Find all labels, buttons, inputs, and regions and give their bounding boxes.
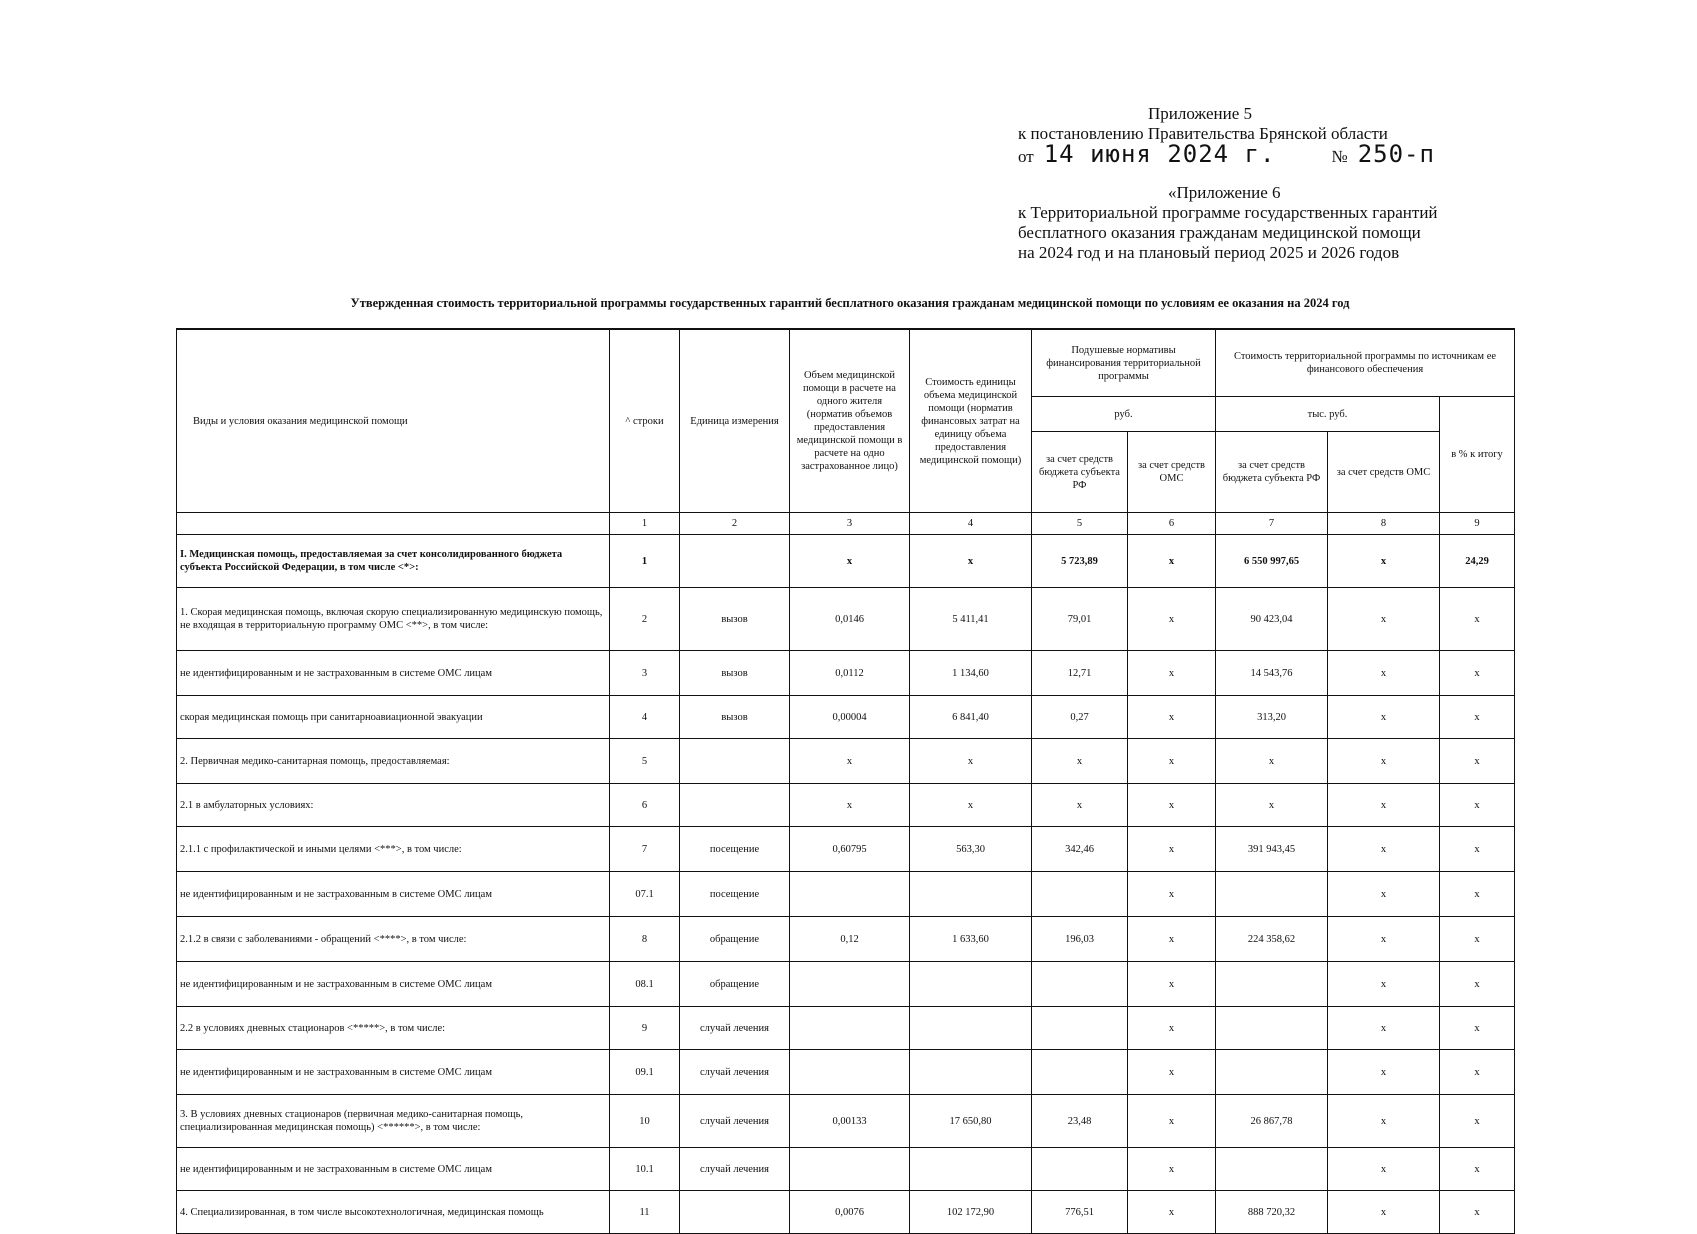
row-cost-budget [1216,962,1328,1007]
resolution-date: 14 июня 2024 г. [1043,140,1276,168]
resolution-label: к постановлению Правительства Брянской области [1018,124,1388,143]
row-volume: x [790,535,910,588]
header-unit: Единица измерения [680,329,790,513]
row-volume [790,1148,910,1191]
row-per-capita-budget: 776,51 [1032,1191,1128,1234]
header-volume: Объем медицинской помощи в расчете на одного жителя (норматив объемов предоставления медицинской помощи в расчете на одно застрахованное лицо) [790,329,910,513]
row-percent: x [1440,696,1515,739]
row-name: 2.1.1 с профилактической и иными целями <***>, в том числе: [177,827,610,872]
row-cost-oms: x [1328,1007,1440,1050]
row-cost-oms: x [1328,696,1440,739]
row-per-capita-oms: x [1128,1050,1216,1095]
column-number: 6 [1128,513,1216,535]
row-name: 1. Скорая медицинская помощь, включая скорую специализированную медицинскую помощь, не входящая в территориальную программу ОМС <**>, в том числе: [177,588,610,651]
row-percent: x [1440,784,1515,827]
row-cost-oms: x [1328,962,1440,1007]
row-cost-budget: 14 543,76 [1216,651,1328,696]
row-cost-oms: x [1328,651,1440,696]
row-name: 2.1 в амбулаторных условиях: [177,784,610,827]
row-unit: обращение [680,917,790,962]
row-per-capita-budget: 342,46 [1032,827,1128,872]
row-unit-cost: 17 650,80 [910,1095,1032,1148]
row-per-capita-oms: x [1128,872,1216,917]
row-number: 7 [610,827,680,872]
row-cost-budget: x [1216,739,1328,784]
row-cost-oms: x [1328,535,1440,588]
row-unit: посещение [680,872,790,917]
row-per-capita-oms: x [1128,651,1216,696]
row-volume [790,1050,910,1095]
appendix6-label: «Приложение 6 [1168,183,1281,202]
row-number: 6 [610,784,680,827]
row-number: 8 [610,917,680,962]
row-volume: 0,12 [790,917,910,962]
row-cost-oms: x [1328,784,1440,827]
row-unit-cost: x [910,739,1032,784]
table-row [177,1148,1515,1191]
row-unit: вызов [680,588,790,651]
row-unit-cost [910,962,1032,1007]
document-title: Утвержденная стоимость территориальной программы государственных гарантий бесплатного оказания гражданам медицинской помощи по условиям ее оказания на 2024 год [350,296,1350,310]
row-per-capita-budget [1032,1148,1128,1191]
number-sign: № [1331,147,1348,166]
row-volume [790,1007,910,1050]
program-line-2: бесплатного оказания гражданам медицинской помощи [1018,223,1421,242]
row-volume: 0,0112 [790,651,910,696]
header-thousand-rub: тыс. руб. [1216,397,1440,432]
row-unit: вызов [680,696,790,739]
row-per-capita-oms: x [1128,1148,1216,1191]
table-row [177,1095,1515,1148]
table-row [177,917,1515,962]
row-per-capita-oms: x [1128,1095,1216,1148]
row-per-capita-oms: x [1128,588,1216,651]
row-number: 4 [610,696,680,739]
row-number: 10.1 [610,1148,680,1191]
column-number: 2 [680,513,790,535]
row-number: 5 [610,739,680,784]
row-cost-budget [1216,872,1328,917]
row-cost-budget: 391 943,45 [1216,827,1328,872]
row-unit-cost: 1 633,60 [910,917,1032,962]
row-cost-budget: 6 550 997,65 [1216,535,1328,588]
row-unit [680,1191,790,1234]
row-volume: 0,0146 [790,588,910,651]
row-percent: x [1440,1148,1515,1191]
column-number-row [177,513,1515,535]
program-line-3: на 2024 год и на плановый период 2025 и 2026 годов [1018,243,1400,262]
row-per-capita-budget: 196,03 [1032,917,1128,962]
row-number: 1 [610,535,680,588]
row-per-capita-oms: x [1128,535,1216,588]
row-unit: случай лечения [680,1095,790,1148]
row-name: скорая медицинская помощь при санитарноавиационной эвакуации [177,696,610,739]
row-number: 07.1 [610,872,680,917]
row-name: 2.1.2 в связи с заболеваниями - обращений <****>, в том числе: [177,917,610,962]
row-per-capita-budget [1032,1050,1128,1095]
row-cost-budget: 224 358,62 [1216,917,1328,962]
row-per-capita-oms: x [1128,784,1216,827]
row-per-capita-budget: x [1032,784,1128,827]
row-cost-oms: x [1328,917,1440,962]
row-unit: случай лечения [680,1050,790,1095]
row-number: 10 [610,1095,680,1148]
header-oms: за счет средств ОМС [1128,432,1216,513]
row-name: 4. Специализированная, в том числе высокотехнологичная, медицинская помощь [177,1191,610,1234]
row-cost-budget [1216,1148,1328,1191]
row-volume: 0,0076 [790,1191,910,1234]
cost-table [176,328,1515,1234]
row-unit-cost: 102 172,90 [910,1191,1032,1234]
row-unit [680,784,790,827]
appendix5-label: Приложение 5 [1148,104,1252,123]
row-volume [790,962,910,1007]
header-per-capita: Подушевые нормативы финансирования территориальной программы [1032,329,1216,397]
row-unit-cost: 563,30 [910,827,1032,872]
row-name: не идентифицированным и не застрахованным в системе ОМС лицам [177,962,610,1007]
row-unit-cost: x [910,784,1032,827]
header-cost: Стоимость единицы объема медицинской помощи (норматив финансовых затрат на единицу объема предоставления медицинской помощи) [910,329,1032,513]
row-cost-budget: 888 720,32 [1216,1191,1328,1234]
header-row-no: ^ строки [610,329,680,513]
row-cost-oms: x [1328,739,1440,784]
row-cost-oms: x [1328,1191,1440,1234]
table-row [177,827,1515,872]
table-row [177,1050,1515,1095]
row-cost-budget [1216,1007,1328,1050]
table-row [177,651,1515,696]
row-number: 9 [610,1007,680,1050]
resolution-number: 250-п [1357,140,1435,168]
column-number: 1 [610,513,680,535]
row-number: 2 [610,588,680,651]
table-body [177,535,1515,1234]
row-cost-oms: x [1328,872,1440,917]
row-number: 3 [610,651,680,696]
row-unit-cost [910,1148,1032,1191]
row-number: 11 [610,1191,680,1234]
row-per-capita-budget [1032,962,1128,1007]
header-budget-rf: за счет средств бюджета субъекта РФ [1032,432,1128,513]
row-percent: x [1440,1050,1515,1095]
row-name: не идентифицированным и не застрахованным в системе ОМС лицам [177,651,610,696]
row-volume [790,872,910,917]
program-line-1: к Территориальной программе государственных гарантий [1018,203,1438,222]
row-name: не идентифицированным и не застрахованным в системе ОМС лицам [177,872,610,917]
column-number [177,513,610,535]
row-name: I. Медицинская помощь, предоставляемая за счет консолидированного бюджета субъекта Российской Федерации, в том числе <*>: [177,535,610,588]
table-row [177,535,1515,588]
header-percent: в % к итогу [1440,397,1515,513]
row-percent: x [1440,827,1515,872]
row-per-capita-oms: x [1128,827,1216,872]
row-unit-cost [910,872,1032,917]
header-budget-rf-7: за счет средств бюджета субъекта РФ [1216,432,1328,513]
row-unit-cost [910,1007,1032,1050]
date-prefix: от [1018,147,1034,166]
row-percent: x [1440,651,1515,696]
row-name: 3. В условиях дневных стационаров (первичная медико-санитарная помощь, специализированная медицинская помощь) <******>, в том числе: [177,1095,610,1148]
row-cost-budget: x [1216,784,1328,827]
row-per-capita-budget: 79,01 [1032,588,1128,651]
row-name: 2. Первичная медико-санитарная помощь, предоставляемая: [177,739,610,784]
row-per-capita-budget [1032,872,1128,917]
row-per-capita-oms: x [1128,1191,1216,1234]
row-unit: обращение [680,962,790,1007]
row-per-capita-oms: x [1128,1007,1216,1050]
row-unit [680,535,790,588]
row-unit-cost: 6 841,40 [910,696,1032,739]
row-per-capita-budget: 12,71 [1032,651,1128,696]
column-number: 9 [1440,513,1515,535]
row-per-capita-oms: x [1128,739,1216,784]
column-number: 8 [1328,513,1440,535]
row-unit: случай лечения [680,1007,790,1050]
row-volume: x [790,739,910,784]
row-cost-oms: x [1328,1050,1440,1095]
row-percent: x [1440,872,1515,917]
header-kinds: Виды и условия оказания медицинской помощи [177,329,610,513]
table-header [177,329,1515,535]
row-cost-budget: 90 423,04 [1216,588,1328,651]
row-per-capita-budget [1032,1007,1128,1050]
row-unit: случай лечения [680,1148,790,1191]
row-volume: 0,00004 [790,696,910,739]
table-row [177,962,1515,1007]
header-rub: руб. [1032,397,1216,432]
row-per-capita-budget: 23,48 [1032,1095,1128,1148]
row-unit [680,739,790,784]
column-number: 4 [910,513,1032,535]
row-percent: x [1440,917,1515,962]
row-per-capita-oms: x [1128,962,1216,1007]
table-row [177,696,1515,739]
row-name: не идентифицированным и не застрахованным в системе ОМС лицам [177,1148,610,1191]
row-unit-cost: 5 411,41 [910,588,1032,651]
row-percent: x [1440,1007,1515,1050]
row-volume: 0,00133 [790,1095,910,1148]
row-volume: x [790,784,910,827]
row-unit-cost: 1 134,60 [910,651,1032,696]
row-volume: 0,60795 [790,827,910,872]
row-percent: x [1440,1191,1515,1234]
table-row [177,872,1515,917]
table-row [177,588,1515,651]
row-percent: x [1440,588,1515,651]
row-unit: вызов [680,651,790,696]
row-name: 2.2 в условиях дневных стационаров <*****>, в том числе: [177,1007,610,1050]
row-cost-budget [1216,1050,1328,1095]
resolution-date-line [1018,140,1578,168]
table-row [177,784,1515,827]
row-percent: x [1440,962,1515,1007]
table-row [177,739,1515,784]
column-number: 3 [790,513,910,535]
row-name: не идентифицированным и не застрахованным в системе ОМС лицам [177,1050,610,1095]
row-number: 09.1 [610,1050,680,1095]
row-per-capita-budget: 0,27 [1032,696,1128,739]
header-program-cost: Стоимость территориальной программы по источникам ее финансового обеспечения [1216,329,1515,397]
row-per-capita-oms: x [1128,696,1216,739]
row-unit: посещение [680,827,790,872]
table-row [177,1191,1515,1234]
row-percent: x [1440,739,1515,784]
row-cost-budget: 313,20 [1216,696,1328,739]
row-per-capita-oms: x [1128,917,1216,962]
row-cost-oms: x [1328,827,1440,872]
column-number: 7 [1216,513,1328,535]
header-oms-8: за счет средств ОМС [1328,432,1440,513]
row-unit-cost [910,1050,1032,1095]
row-cost-oms: x [1328,1148,1440,1191]
row-per-capita-budget: 5 723,89 [1032,535,1128,588]
row-cost-oms: x [1328,1095,1440,1148]
row-unit-cost: x [910,535,1032,588]
row-cost-oms: x [1328,588,1440,651]
row-percent: 24,29 [1440,535,1515,588]
row-percent: x [1440,1095,1515,1148]
table-row [177,1007,1515,1050]
row-cost-budget: 26 867,78 [1216,1095,1328,1148]
column-number: 5 [1032,513,1128,535]
row-number: 08.1 [610,962,680,1007]
document-header [1018,104,1578,263]
row-per-capita-budget: x [1032,739,1128,784]
